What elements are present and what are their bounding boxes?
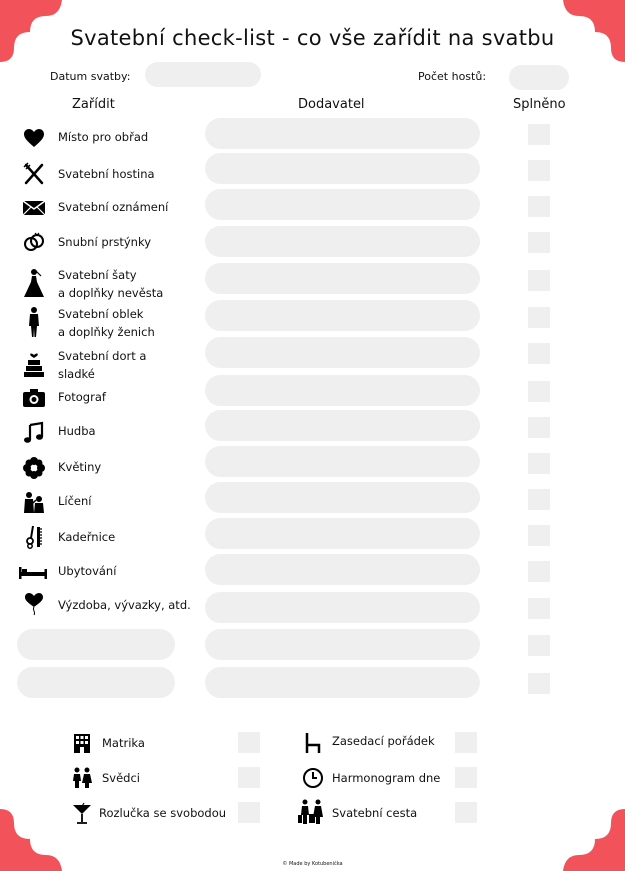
extra-label-registry: Matrika [102,736,145,750]
row-label-decorations: Výzdoba, vývazky, atd. [58,598,191,612]
done-checkbox-hairdresser[interactable] [528,525,550,546]
vendor-field-makeup[interactable] [205,482,480,513]
custom-item-field-2[interactable] [17,667,175,698]
vendor-field-music[interactable] [205,410,480,441]
row-label-cake: Svatební dort a sladké [58,349,147,381]
extra-label-honeymoon: Svatební cesta [332,806,418,820]
done-checkbox-invitations[interactable] [528,196,550,217]
fork-knife-icon [22,162,46,186]
done-checkbox-custom-1[interactable] [528,635,550,656]
custom-item-field-1[interactable] [17,629,175,660]
row-label-flowers: Květiny [58,460,102,474]
column-header-item: Zařídit [72,97,115,112]
vendor-field-accommodation[interactable] [205,554,480,585]
row-label-invitations: Svatební oznámení [58,200,169,214]
done-checkbox-cake[interactable] [528,343,550,364]
vendor-field-reception[interactable] [205,153,480,184]
guest-count-field[interactable] [509,65,569,90]
done-checkbox-groom-suit[interactable] [528,307,550,328]
vendor-field-decorations[interactable] [205,592,480,623]
extra-label-schedule: Harmonogram dne [332,771,441,785]
groom-icon [22,306,46,338]
footer-credit: © Made by Kotubenička [282,861,343,867]
extra-checkbox-bachelor-party[interactable] [238,802,260,823]
done-checkbox-reception[interactable] [528,160,550,181]
bed-icon [18,560,48,584]
extra-checkbox-registry[interactable] [238,732,260,753]
flower-icon [22,456,46,480]
travel-icon [298,799,326,825]
guest-count-label: Počet hostů: [418,70,487,83]
column-header-vendor: Dodavatel [298,97,365,112]
extra-checkbox-seating-plan[interactable] [455,732,477,753]
extra-checkbox-witnesses[interactable] [238,767,260,788]
done-checkbox-custom-2[interactable] [528,673,550,694]
cake-icon [22,350,46,378]
row-label-music: Hudba [58,424,96,438]
done-checkbox-bride-dress[interactable] [528,270,550,291]
bride-icon [22,268,46,298]
column-header-done: Splněno [513,97,566,112]
camera-icon [22,386,46,410]
makeup-icon [22,490,46,514]
vendor-field-cake[interactable] [205,337,480,368]
rings-icon [22,230,46,254]
done-checkbox-decorations[interactable] [528,598,550,619]
envelope-icon [22,196,46,220]
done-checkbox-flowers[interactable] [528,453,550,474]
vendor-field-hairdresser[interactable] [205,518,480,549]
corner-ornament-bottom-left [0,781,90,871]
extra-checkbox-schedule[interactable] [455,767,477,788]
wedding-date-label: Datum svatby: [50,70,131,83]
vendor-field-ceremony-place[interactable] [205,118,480,149]
done-checkbox-makeup[interactable] [528,489,550,510]
row-label-hairdresser: Kadeřnice [58,530,116,544]
heart-icon [22,126,46,150]
page-title: Svatební check-list - co vše zařídit na svatbu [70,26,555,50]
done-checkbox-wedding-rings[interactable] [528,232,550,253]
witnesses-icon [71,767,93,789]
row-label-wedding-rings: Snubní prstýnky [58,235,151,249]
row-label-ceremony-place: Místo pro obřad [58,130,149,144]
vendor-field-flowers[interactable] [205,446,480,477]
music-note-icon [22,421,46,445]
balloon-icon [22,592,46,616]
vendor-field-photographer[interactable] [205,375,480,406]
row-label-makeup: Líčení [58,494,92,508]
vendor-field-groom-suit[interactable] [205,300,480,331]
done-checkbox-photographer[interactable] [528,381,550,402]
building-icon [71,732,93,754]
vendor-field-custom-2[interactable] [205,667,480,698]
chair-icon [302,732,324,754]
vendor-field-invitations[interactable] [205,189,480,220]
hairdresser-icon [22,525,46,549]
extra-checkbox-honeymoon[interactable] [455,802,477,823]
cocktail-icon [71,802,93,824]
row-label-photographer: Fotograf [58,390,106,404]
row-label-reception: Svatební hostina [58,167,155,181]
clock-icon [302,767,324,789]
row-label-bride-dress: Svatební šaty a doplňky nevěsta [58,268,164,300]
corner-ornament-bottom-right [535,781,625,871]
extra-label-seating-plan: Zasedací pořádek [332,734,435,748]
vendor-field-custom-1[interactable] [205,629,480,660]
done-checkbox-ceremony-place[interactable] [528,124,550,145]
row-label-accommodation: Ubytování [58,564,117,578]
done-checkbox-music[interactable] [528,417,550,438]
vendor-field-bride-dress[interactable] [205,263,480,294]
wedding-date-field[interactable] [145,62,261,87]
extra-label-witnesses: Svědci [102,771,140,785]
row-label-groom-suit: Svatební oblek a doplňky ženich [58,307,155,339]
done-checkbox-accommodation[interactable] [528,561,550,582]
vendor-field-wedding-rings[interactable] [205,226,480,257]
extra-label-bachelor-party: Rozlučka se svobodou [99,806,227,820]
